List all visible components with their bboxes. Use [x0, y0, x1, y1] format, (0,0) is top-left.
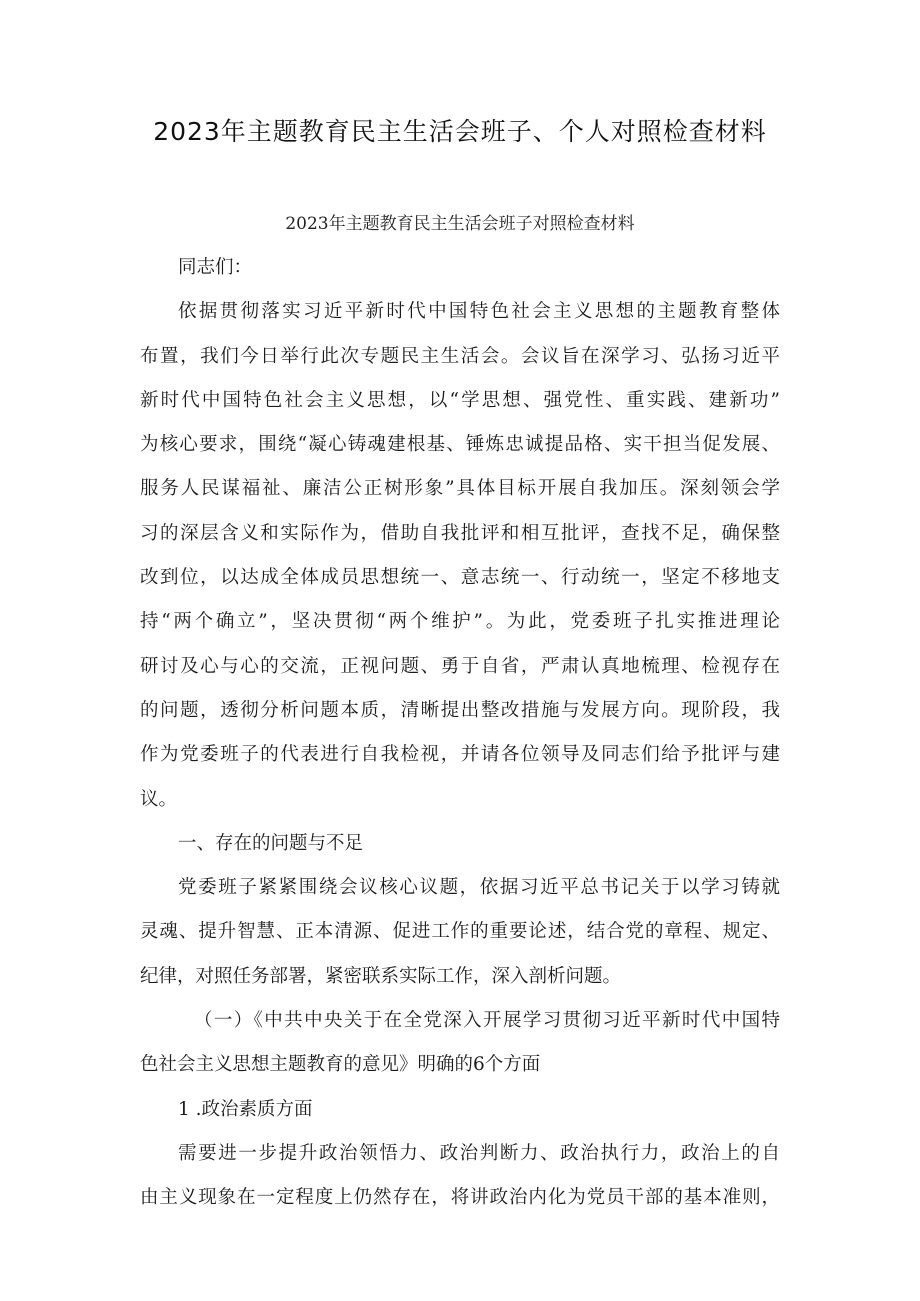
paragraph-line: 布置，我们今日举行此次专题民主生活会。会议旨在深学习、弘扬习近平	[140, 345, 780, 367]
document-body	[140, 246, 780, 1221]
paragraph-line: 党委班子紧紧围绕会议核心议题，依据习近平总书记关于以学习铸就	[178, 877, 780, 899]
document-sub-title: 2023年主题教育民主生活会班子对照检查材料	[285, 214, 635, 234]
paragraph-line: 依据贯彻落实习近平新时代中国特色社会主义思想的主题教育整体	[178, 301, 780, 323]
paragraph-line: 由主义现象在一定程度上仍然存在，将讲政治内化为党员干部的基本准则，	[140, 1187, 780, 1209]
paragraph-line: 灵魂、提升智慧、正本清源、促进工作的重要论述，结合党的章程、规定、	[140, 921, 780, 943]
section-heading: 一、存在的问题与不足	[178, 832, 364, 854]
paragraph-line: 持“两个确立”，坚决贯彻“两个维护”。为此，党委班子扎实推进理论	[140, 611, 780, 633]
document-main-title: 2023年主题教育民主生活会班子、个人对照检查材料	[153, 117, 767, 146]
paragraph-line: 为核心要求，围绕“凝心铸魂建根基、锤炼忠诚提品格、实干担当促发展、	[140, 434, 780, 456]
paragraph-line: 改到位，以达成全体成员思想统一、意志统一、行动统一，坚定不移地支	[140, 567, 780, 589]
paragraph-line: 需要进一步提升政治领悟力、政治判断力、政治执行力，政治上的自	[178, 1142, 780, 1164]
salutation: 同志们：	[178, 257, 253, 278]
paragraph-line: 纪律，对照任务部署，紧密联系实际工作，深入剖析问题。	[140, 965, 622, 987]
paragraph-line: 作为党委班子的代表进行自我检视，并请各位领导及同志们给予批评与建	[140, 744, 780, 766]
paragraph-line: 新时代中国特色社会主义思想，以“学思想、强党性、重实践、建新功”	[140, 389, 780, 411]
paragraph-line: 服务人民谋福祉、廉洁公正树形象”具体目标开展自我加压。深刻领会学	[140, 478, 780, 500]
paragraph-line: 议。	[140, 788, 178, 810]
subsection-heading-line: 色社会主义思想主题教育的意见》明确的6个方面	[140, 1054, 541, 1076]
subsection-heading-line: （一）《中共中央关于在全党深入开展学习贯彻习近平新时代中国特	[194, 1010, 780, 1032]
paragraph-line: 研讨及心与心的交流，正视问题、勇于自省，严肃认真地梳理、检视存在	[140, 655, 780, 677]
paragraph-line: 的问题，透彻分析问题本质，清晰提出整改措施与发展方向。现阶段，我	[140, 699, 780, 721]
paragraph-line: 习的深层含义和实际作为，借助自我批评和相互批评，查找不足，确保整	[140, 522, 780, 544]
item-heading: 1 .政治素质方面	[178, 1098, 313, 1120]
